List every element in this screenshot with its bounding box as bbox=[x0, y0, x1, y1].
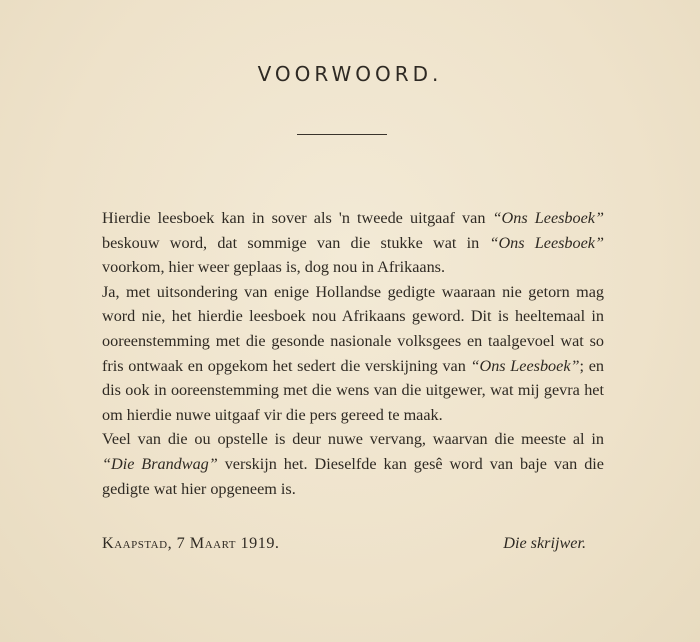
author-signature: Die skrijwer. bbox=[503, 534, 586, 552]
date-day: , 7 bbox=[167, 534, 190, 552]
paragraph bbox=[102, 206, 604, 280]
page-title: VOORWOORD. bbox=[257, 62, 443, 86]
preface-body bbox=[102, 206, 604, 501]
italic-title: “Ons Leesboek” bbox=[470, 356, 580, 375]
place-initial: K bbox=[102, 534, 115, 552]
italic-title: “Ons Leesboek” bbox=[489, 233, 604, 252]
month-initial: M bbox=[189, 534, 205, 552]
text-run: verskijn het. Dieselfde kan gesê word van baje van die gedigte wat hier opgeneem is. bbox=[102, 454, 604, 498]
text-run: Hierdie leesboek kan in sover als 'n tweede uitgaaf van bbox=[102, 209, 493, 227]
title-divider bbox=[297, 134, 387, 135]
italic-title: “Ons Leesboek” bbox=[492, 209, 604, 227]
text-run: Veel van die ou opstelle is deur nuwe vervang, waarvan die meeste al in bbox=[102, 430, 604, 449]
text-run: beskouw word, dat sommige van die stukke wat in bbox=[102, 233, 490, 252]
italic-title: “Die Brandwag” bbox=[102, 454, 218, 473]
paragraph bbox=[102, 280, 604, 428]
text-run: voorkom, hier weer geplaas is, dog nou in Afrikaans. bbox=[102, 258, 446, 277]
place-rest: aapstad bbox=[114, 534, 168, 552]
date-year: 1919. bbox=[236, 534, 280, 552]
month-rest: aart bbox=[204, 534, 236, 552]
text-run: Ja, met uitsondering van enige Hollandse gedigte waaraan nie getorn mag word nie, het hierdie leesboek nou Afrikaans geword. Dit is heeltemaal in ooreenstemming met die gesonde nasionale volksgees en taalgevoel wat so fris ontwaak en opgekom het sedert die verskijning van bbox=[102, 282, 604, 375]
text-run: ; en dis ook in ooreenstemming met die wens van die uitgewer, wat mij gevra het om hierdie nuwe uitgaaf vir die pers gereed te maak. bbox=[102, 356, 604, 424]
place-date bbox=[102, 534, 279, 553]
paragraph bbox=[102, 427, 604, 501]
